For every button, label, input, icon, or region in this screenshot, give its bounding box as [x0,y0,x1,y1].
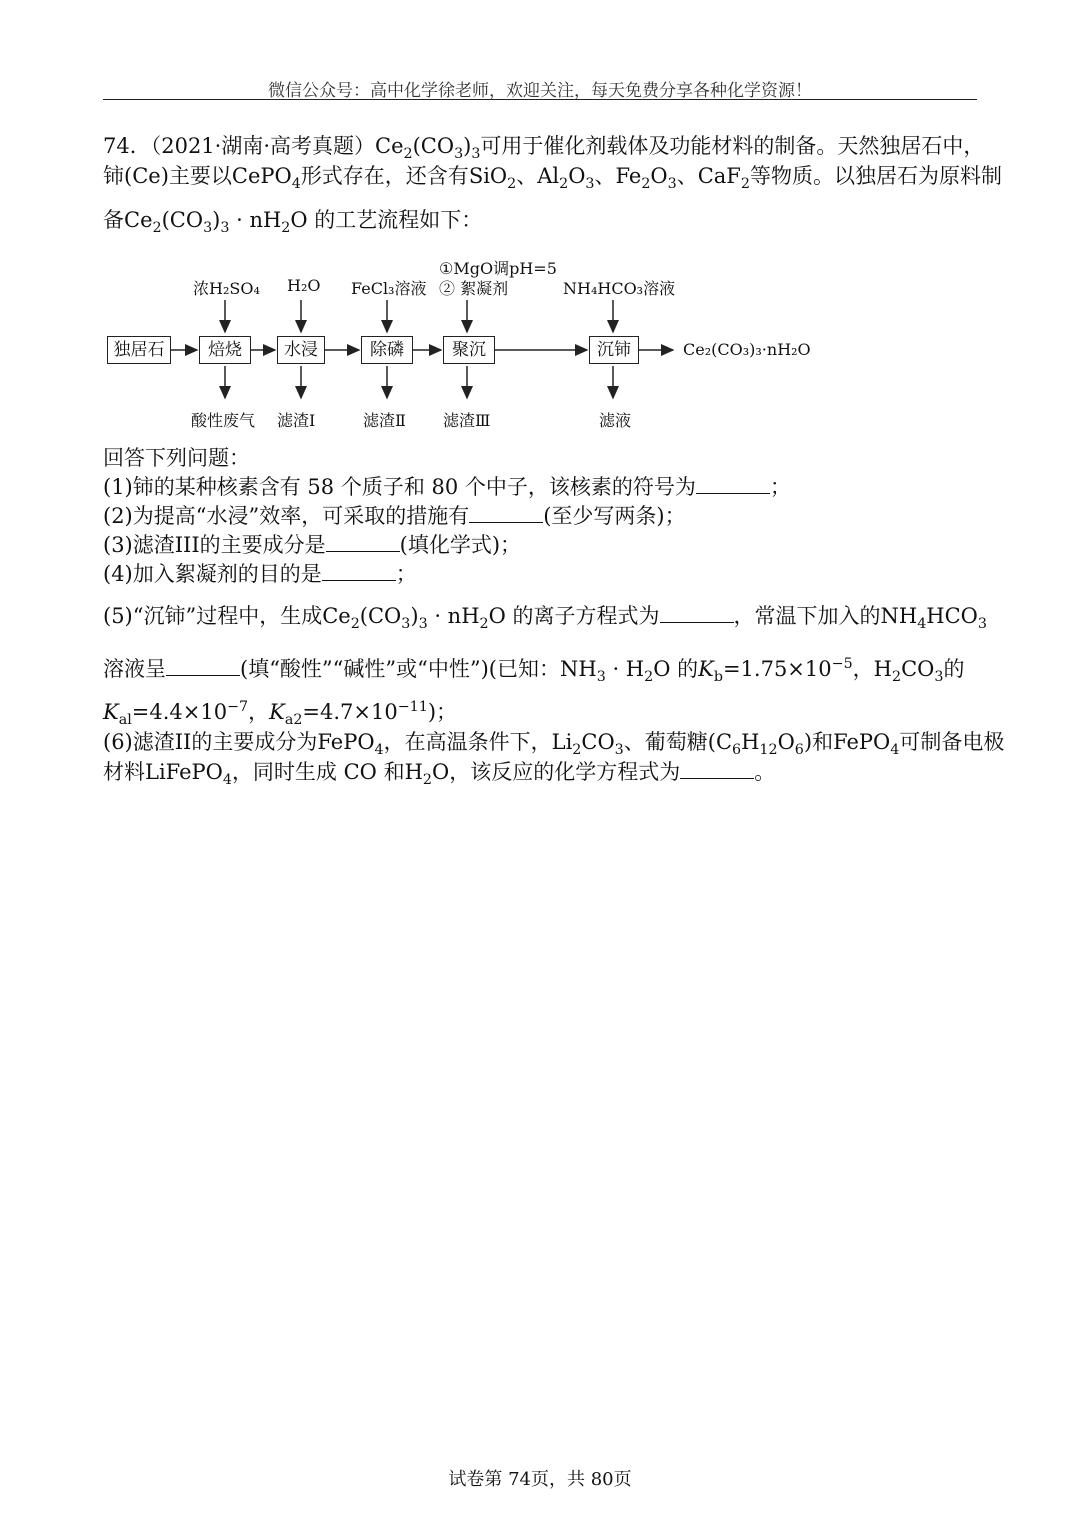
question-3-end: (填化学式)； [399,533,522,557]
intro-text-2a: 铈(Ce)主要以 [103,164,232,188]
flow-box-roasting: 焙烧 [199,336,251,364]
question-5-text-a: (5)“沉铈”过程中，生成 [103,604,323,628]
question-1-end: ； [769,475,791,499]
question-1 [103,472,983,502]
flow-output-filtrate: 滤液 [599,411,632,430]
formula-hydrate-q5: $Ce_2(CO_3)_3 \cdot nH_2O$ [322,604,513,633]
question-5-text-d: 溶液呈 [103,657,166,681]
flow-box-monazite: 独居石 [107,336,171,364]
formula-ce2co33: $Ce_2(CO_3)_3$ [375,134,481,163]
question-6-line-2 [103,757,983,787]
formula-cepo4: CePO$_4$ [231,164,301,193]
answer-blank-3[interactable] [326,531,400,552]
intro-line-3 [103,205,983,235]
question-2 [103,501,983,531]
question-6-end: 。 [754,760,776,784]
question-6-text-a: (6)滤渣II的主要成分为 [103,730,318,754]
ka1-value: $=4.4\times 10^{-7}$， [131,699,270,724]
flow-box-cerium-precipitation: 沉铈 [589,336,639,364]
flow-input-nh4hco3: NH₄HCO₃溶液 [563,279,676,298]
flow-input-water: H₂O [287,276,321,295]
symbol-ka1: K [103,700,119,724]
formula-nh3h2o: $NH_3 \cdot H_2O$ 的 [560,657,699,686]
formula-fepo4: FePO$_4$ [317,730,384,759]
formula-h2o: $H_2O$ [404,760,450,789]
question-5-text-b: 的离子方程式为 [512,604,660,628]
question-3-text: (3)滤渣III的主要成分是 [103,533,326,557]
page-footer: 试卷第 74页，共 80页 [448,1469,632,1490]
formula-nh4hco3: $NH_4HCO_3$ [880,604,987,633]
question-3 [103,530,983,560]
question-5-text-e: (填“酸性”“碱性”或“中性”)(已知： [240,657,560,681]
question-4-text: (4)加入絮凝剂的目的是 [103,562,322,586]
intro-text-2b: 形式存在，还含有 [300,164,469,188]
intro-text-2c: 等物质。以独居石为原料制 [749,164,1002,188]
symbol-ka2: K [269,700,285,724]
ka2-value: $=4.7\times 10^{-11}$)； [302,699,458,724]
question-6-text-d: 可制备电极 [899,730,1005,754]
process-flowchart [103,250,823,440]
flow-input-h2so4: 浓H₂SO₄ [193,279,260,298]
question-1-text: (1)铈的某种核素含有 58 个质子和 80 个中子，该核素的符号为 [103,475,696,499]
formula-fepo4-b: FePO$_4$ [833,730,900,759]
flow-output-residue-3: 滤渣Ⅲ [443,411,491,430]
intro-line-1 [103,131,983,161]
question-6-line-1 [103,727,1005,759]
flow-product: Ce₂(CO₃)₃·nH₂O [683,340,811,359]
flow-box-water-leach: 水浸 [277,336,325,364]
flow-output-acid-gas: 酸性废气 [191,411,256,430]
header-divider [103,99,977,100]
question-4-end: ； [395,562,417,586]
question-5-line-3: $K_{al}=4.4\times 10^{-7}$，$K_{a2}=4.7\times 10^{-11}$)； [103,699,458,729]
questions-lead: 回答下列问题： [103,446,250,470]
question-6-text-c: 和 [812,730,834,754]
answer-blank-4[interactable] [322,560,396,581]
formula-hydrate: $Ce_2(CO_3)_3 \cdot nH_2O$ [124,208,315,237]
flow-input-flocculant: ② 絮凝剂 [439,279,509,298]
answer-blank-2[interactable] [469,502,543,523]
answer-blank-6[interactable] [680,758,754,779]
formula-h2co3: $H_2CO_3$的 [873,657,965,686]
question-6-text-b: ，在高温条件下， [383,730,552,754]
formula-impurities: SiO$_2$、$Al_2O_3$、$Fe_2O_3$、CaF$_2$ [468,164,750,193]
formula-li2co3-glucose: $Li_2CO_3$、葡萄糖$(C_6H_{12}O_6)$ [551,730,813,759]
intro-text-3b: 的工艺流程如下： [314,208,483,232]
question-6-text-g: ，该反应的化学方程式为 [449,760,681,784]
question-4 [103,559,983,589]
question-5-line-1 [103,601,987,633]
flow-output-residue-1: 滤渣Ⅰ [277,411,316,430]
intro-text-1: 可用于催化剂载体及功能材料的制备。天然独居石中， [480,134,985,158]
question-6-text-f: ，同时生成 CO 和 [231,760,405,784]
flow-box-coagulation: 聚沉 [443,336,495,364]
flow-output-residue-2: 滤渣Ⅱ [363,411,406,430]
answer-blank-5a[interactable] [660,602,734,623]
page-header: 微信公众号：高中化学徐老师，欢迎关注，每天免费分享各种化学资源！ [268,81,812,101]
formula-lifepo4: LiFePO$_4$ [145,760,232,789]
symbol-kb: K [698,657,714,681]
kb-value: $=1.75\times 10^{-5}$， [722,656,874,681]
question-2-text: (2)为提高“水浸”效率，可采取的措施有 [103,504,470,528]
question-5-text-c: ，常温下加入的 [733,604,881,628]
question-2-end: (至少写两条)； [543,504,686,528]
intro-line-2 [103,161,1002,193]
answer-blank-1[interactable] [696,473,770,494]
answer-blank-5b[interactable] [166,655,240,676]
question-6-text-e: 材料 [103,760,145,784]
flow-input-mgo: ①MgO调pH=5 [439,259,557,278]
flow-box-dephosphorization: 除磷 [361,336,413,364]
question-5-line-2: 溶液呈 (填“酸性”“碱性”或“中性”)(已知：$NH_3 \cdot H_2O$ 的$K_b=1.75\times 10^{-5}$，$H_2CO_3$的 [103,656,965,686]
flow-input-fecl3: FeCl₃溶液 [351,279,427,298]
intro-text-3a: 备 [103,208,124,232]
question-prefix: 74．（2021·湖南·高考真题） [103,134,376,158]
